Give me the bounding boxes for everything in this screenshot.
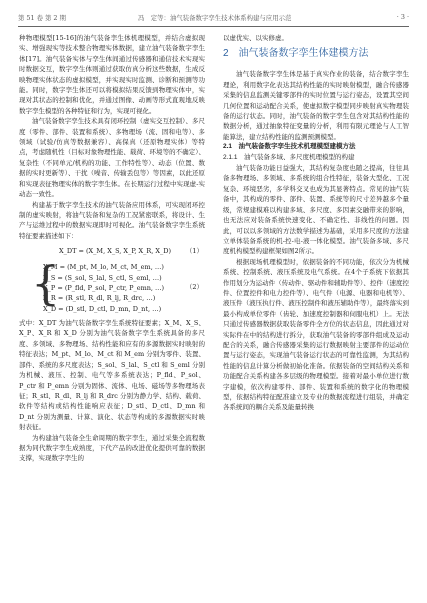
paragraph: 式中：X_DT 为油气装备数字孪生系统特征要素；X_M、X_S、X_P、X_R 和 X_D 分别为油气装备数字孪生系统具备的多尺度、多领域、多物理场、结构性能和应有的多源数据实时映射的特征表达；M_pt、M_lo、M_ct 和 M_em 分别为零件、装置、部件、系统的多尺度表达；S_sol、S_lal、S_ctl 和 S_eml 分别为机械、液压、控制、电气等多系统表达；P_fld、P_sol、P_ctr 和 P_emn 分别为固体、流体、电场、磁场等多物理场表征；R_stl、R_dl、R_lj 和 R_drc 分别为静力学、结构、载荷、软件等结构或结构性能响应表征；D_stl、D_ctl、D_mn 和 D_nt 分别为测量、计算、演化、状态等构成的多源数据实时映射表征。: [19, 319, 205, 432]
equation-1-expression: X_DT = (X_M, X_S, X_P, X_R, X_D): [59, 247, 172, 256]
header-article-title: 冯 定等：油气装备数字孪生技术体系构建与应用示范: [138, 14, 292, 22]
equation-2-number: （2）: [185, 283, 203, 292]
paragraph: 油气装备功能日益强大，其结构复杂度也随之提高，往往具备多物理场、多领域、多系统的组合性特征，装备大型化、工况复杂、环境恶劣，多学科交叉也成为其显著特点。常见的油气装备中，其构成的零件、部件、装置、系统等的尺寸差异越多个量级，常规建模难以构建多域、多尺度、多因素交融带来的影响，也无法应对装备系统快速变化、不确定性、非线性的问题。因此，可以以多领域的方法数学描述为基础，采用多尺度的方法建立单体装备系统的机-控-电-液一体化模型。油气装备多域、多尺度机构模型构建框架如图2所示。: [223, 164, 409, 256]
paragraph: 为构建油气装备全生命周期的数字孪生，通过采集全流程数据为同代数字孪生成熟度，下代产品的改进优化提供可靠的数据支撑，实现数字孪生的: [19, 433, 205, 463]
subsection-heading: 2.1 油气装备数字孪生技术机理模型建模方法: [223, 143, 356, 151]
header-page-number: · 3 ·: [396, 13, 409, 21]
header-volume: 第 51 卷 第 2 期: [18, 14, 66, 22]
paragraph: 油气装备数字孪生体是基于真实作业的装备，结合数字孪生理论，利用数字化表达其结构性能的实时映射模型，融合传感器采集的信息监测关键零部件的实时位置与运行姿态，设置其空间几何位置和运动配合关系，使虚拟数字模型同步映射真实物理装备的运行状态。同时，油气装备的数字孪生包含对其结构性能的数据分析，通过抽象特征变量的分析，利用有限元理论与人工智能算法，建立结构性能的监测预测模型。: [223, 70, 409, 141]
subsubsection-heading: 2.1.1 油气装备多域、多尺度机理模型的构建: [223, 153, 355, 161]
section-heading: 2 油气装备数字孪生体建模方法: [223, 48, 369, 60]
paragraph: 以虚优实、以实修虚。: [223, 34, 288, 42]
running-header: [18, 13, 409, 23]
paragraph: 油气装备数字孪生技术具有闭环控制（虚实交互控制）、多尺度（零件、部件、装置和系统）、多物理场（流、固和电等）、多领域（试验/仿真等数据兼容）、高保真（还原物理实体）等特点，考虑随机性（目标对象物理性能、载荷、环境等的不确定）、复杂性（不同单元/机构的功能、工作特性等）、动态（位置、数据的实时更新等）、干扰（噪音、传输丢包等）等因素，以此还原和实现表征物理实体的数字孪生体。在长期运行过程中实现虚-实动态一致性。: [19, 117, 205, 199]
equation-2-line: X_D = (D_stl, D_ctl, D_mn, D_nt, …): [43, 304, 162, 313]
equation-2-line: X_M = (M_pt, M_lo, M_ct, M_em, …): [43, 263, 164, 272]
paragraph: 构建基于数字孪生技术的油气装备应用体系，可实现闭环控制的虚实映射，将油气装备和复杂的工况紧密联系，将设计、生产与运维过程中的数据实现即时可视化。油气装备数字孪生系统特征要素描述如下：: [19, 200, 205, 240]
paragraph: 种物理模型[15-16]的油气装备孪生体机理模型，并结合虚拟现实、增强现实等技术整合物理实体数据，建立油气装备数字孪生体[17]。油气装备实体与孪生体间通过传感器和通信技术实现实时数据交互，数字孪生体则通过获取仿真分析这些数据，生成反映物理实体状态的虚拟模型，并实现实时监测、诊断和预测等功能。同时，数字孪生体还可以将模拟结果反馈到物理实体中，实现对其状态的控制和优化，并通过图像、动画等形式直观地反映数字孪生模型的各种特征和行为，实现可视化。: [19, 34, 205, 115]
equation-1-number: （1）: [185, 247, 203, 256]
header-rule: [18, 26, 409, 27]
equation-2-brace: {: [31, 256, 61, 311]
equation-2-line: X_R = (R_stl, R_dl, R_lj, R_drc, …): [43, 294, 156, 303]
equation-2: [19, 256, 205, 314]
right-column: [223, 33, 409, 413]
equation-2-lines: [43, 262, 205, 314]
paragraph: 根据现场机理模型时，依据装备的不同功能，依次分为机械系统、控制系统、液压系统及电气系统。在4个子系统下依据其作用划分为运动件（传动件、驱动件和辅助件等）、控件（速度控件、位置控件和电力控件等）、电气件（电源、电器和电机等）、液压件（液压执行件、液压控制件和液压辅助件等），最终落实到最小构成单位零件（齿轮、加速度控制器和伺服电机）上。无法只通过传感器数据获取装备零件全方位的状态信息，因此通过对实际件在中的结构进行拆分，获取油气装备的零部件组成及运动配合的关系，融合传感器采集的运行数据映射主要部件的运动位置与运行姿态，实现油气装备运行状态的可靠性监测，为其结构性能的信息计算分析做初始化准备。依据装备的空间结构关系和功能配合关系构建各多层级的物理模型。接着对最小单位进行数字建模，依次构建零件、部件、装置和系统的数字化的物理模型，依据结构特征配准建立及专业的数据流程进行组装，并确定各系统间的耦合关系及能量转换: [223, 257, 409, 412]
left-column: [19, 33, 205, 464]
equation-2-line: X_P = (P_fld, P_sol, P_ctr, P_emn, …): [43, 283, 165, 292]
equation-2-line: X_S = (S_sol, S_lal, S_ctl, S_eml, …): [43, 273, 162, 282]
